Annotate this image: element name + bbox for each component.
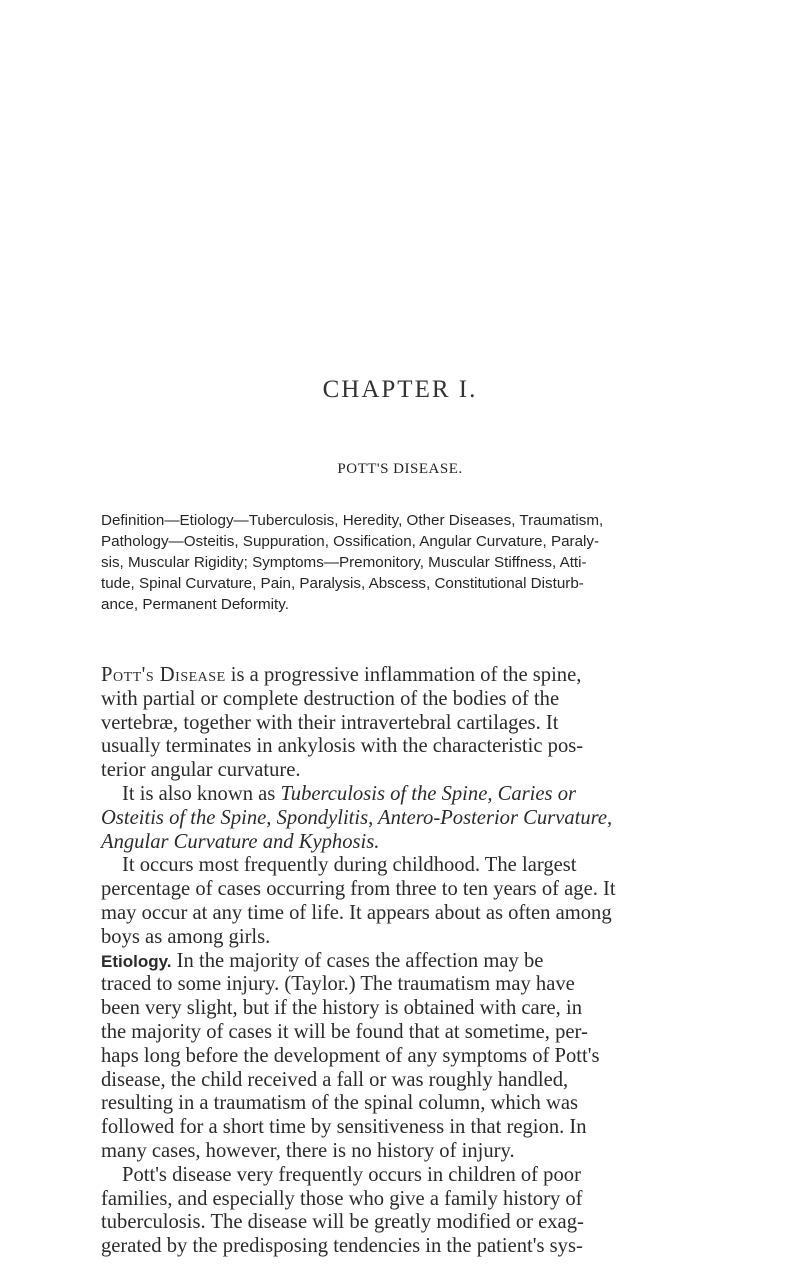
paragraph-line: haps long before the development of any symptoms of Pott's	[101, 1044, 600, 1067]
body-text	[101, 664, 733, 1259]
paragraph-line: may occur at any time of life. It appears about as often among	[101, 901, 612, 924]
chapter-title: POTT'S DISEASE.	[337, 461, 463, 477]
text-run: It is also known as	[122, 782, 281, 805]
paragraph-line: usually terminates in ankylosis with the characteristic pos-	[101, 735, 584, 758]
lead-term: Pott's Disease	[101, 664, 226, 686]
paragraph-line	[101, 950, 733, 974]
paragraph-line: Osteitis of the Spine, Spondylitis, Antero-Posterior Curvature,	[101, 806, 613, 829]
paragraph-line: resulting in a traumatism of the spinal column, which was	[101, 1092, 578, 1115]
paragraph-line: terior angular curvature.	[101, 759, 301, 782]
paragraph-line: been very slight, but if the history is obtained with care, in	[101, 997, 582, 1020]
paragraph-line: boys as among girls.	[101, 925, 271, 948]
paragraph-line: Pott's disease very frequently occurs in children of poor	[122, 1163, 581, 1186]
section-heading: Etiology.	[101, 951, 172, 971]
paragraph-line: disease, the child received a fall or was roughly handled,	[101, 1068, 569, 1091]
text-run: In the majority of cases the affection may be	[171, 949, 544, 972]
synopsis-line: Pathology—Osteitis, Suppuration, Ossification, Angular Curvature, Paraly-	[101, 533, 600, 550]
paragraph-line: tuberculosis. The disease will be greatly modified or exag-	[101, 1211, 584, 1234]
text-run: is a progressive inflammation of the spine,	[225, 664, 582, 686]
chapter-synopsis	[101, 510, 733, 615]
synopsis-line: sis, Muscular Rigidity; Symptoms—Premonitory, Muscular Stiffness, Atti-	[101, 554, 587, 571]
paragraph-line: the majority of cases it will be found that at sometime, per-	[101, 1020, 588, 1043]
paragraph-line: vertebræ, together with their intravertebral cartilages. It	[101, 711, 559, 734]
paragraph-line: percentage of cases occurring from three to ten years of age. It	[101, 878, 616, 901]
paragraph-line: followed for a short time by sensitiveness in that region. In	[101, 1116, 587, 1139]
synopsis-line: Definition—Etiology—Tuberculosis, Heredity, Other Diseases, Traumatism,	[101, 512, 604, 529]
paragraph-line: families, and especially those who give a family history of	[101, 1187, 583, 1210]
paragraph-line	[101, 783, 733, 807]
italic-run: Tuberculosis of the Spine, Caries or	[280, 782, 577, 805]
paragraph-line	[101, 664, 733, 688]
paragraph-line: traced to some injury. (Taylor.) The traumatism may have	[101, 973, 575, 996]
paragraph-line: with partial or complete destruction of the bodies of the	[101, 687, 560, 710]
synopsis-line: tude, Spinal Curvature, Pain, Paralysis, Abscess, Constitutional Disturb-	[101, 575, 584, 592]
paragraph-line: many cases, however, there is no history of injury.	[101, 1139, 515, 1162]
paragraph-line: Angular Curvature and Kyphosis.	[101, 830, 380, 853]
synopsis-line: ance, Permanent Deformity.	[101, 596, 289, 613]
paragraph-line: It occurs most frequently during childhood. The largest	[122, 854, 577, 877]
paragraph-line: gerated by the predisposing tendencies in the patient's sys-	[101, 1235, 583, 1258]
chapter-heading: CHAPTER I.	[322, 376, 478, 403]
